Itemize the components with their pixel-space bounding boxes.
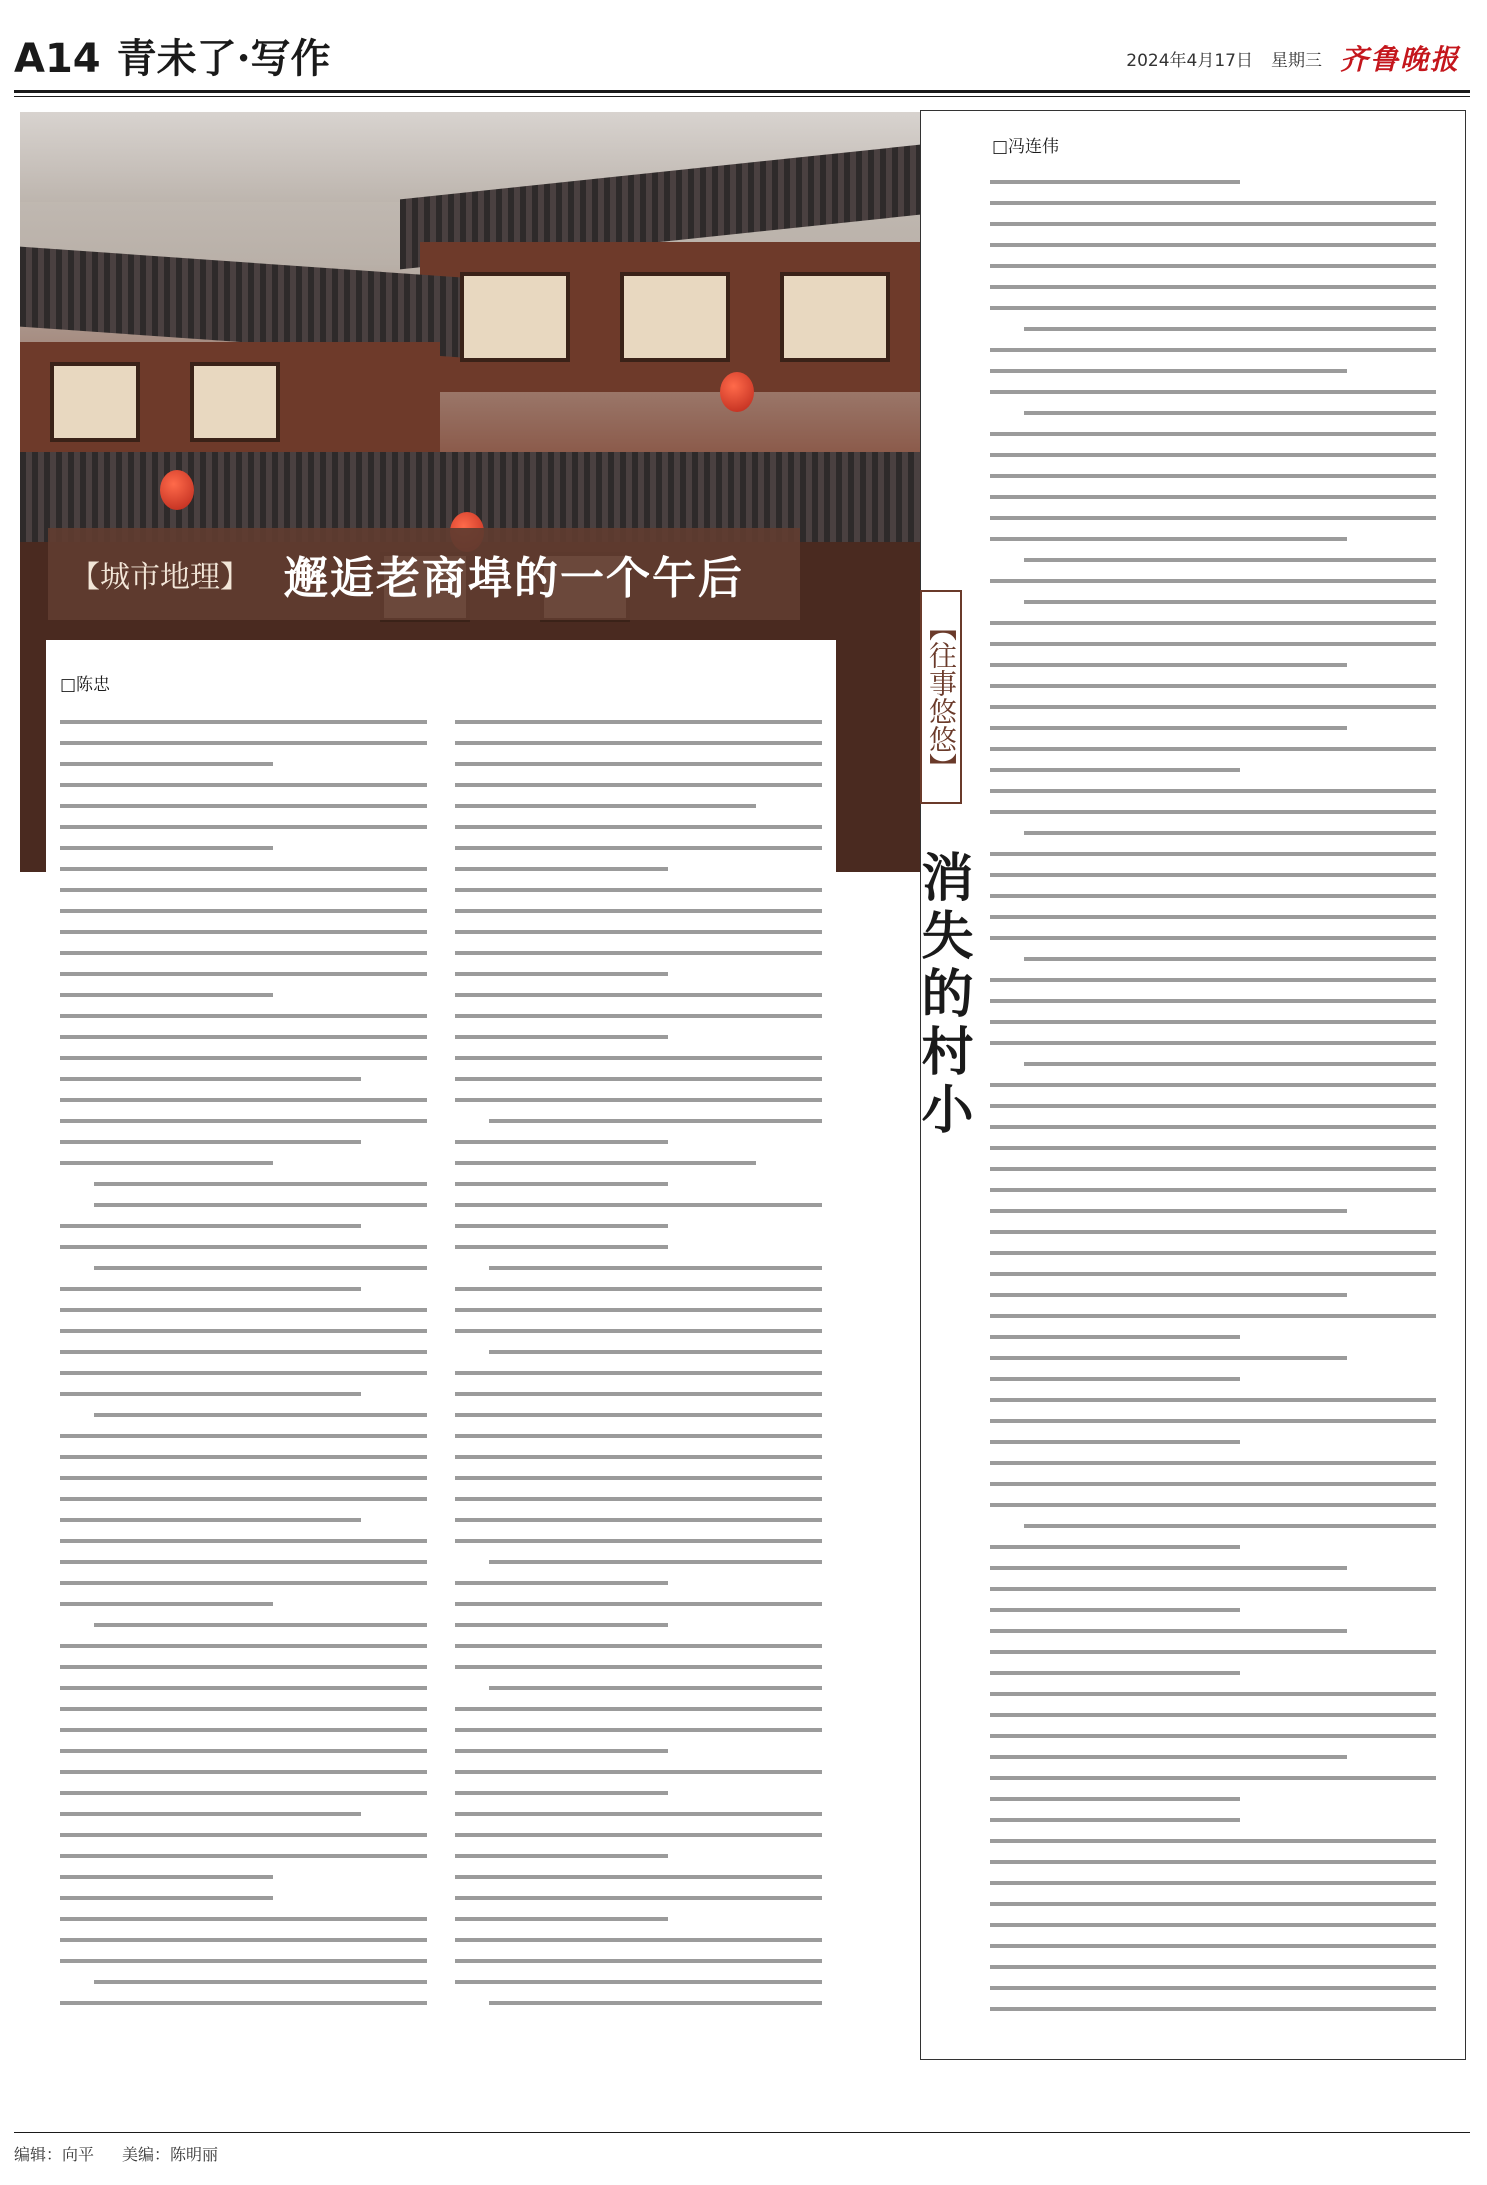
text-line [990,1461,1436,1465]
text-line [990,1734,1436,1738]
text-line [990,1398,1436,1402]
text-line [455,1896,822,1900]
lantern-icon [720,372,754,412]
text-column [455,720,822,2022]
text-line [990,1755,1347,1759]
text-line [990,1209,1347,1213]
text-line [455,1707,822,1711]
text-line [990,1629,1347,1633]
text-line [60,951,427,955]
text-line [455,1203,822,1207]
text-line [455,888,822,892]
text-line [990,243,1436,247]
text-line [990,537,1347,541]
text-line [1024,327,1436,331]
text-line [60,762,273,766]
text-line [990,1797,1240,1801]
text-line [455,1581,668,1585]
text-line [455,1959,822,1963]
text-line [60,993,273,997]
text-line [60,2001,427,2005]
text-line [990,180,1240,184]
text-line [455,1077,822,1081]
text-line [990,1335,1240,1339]
text-line [60,1497,427,1501]
header-rule-thin [14,96,1470,97]
text-line [60,1014,427,1018]
text-line [455,720,822,724]
text-line [455,1287,822,1291]
text-line [60,867,427,871]
text-line [60,1371,427,1375]
text-line [990,1881,1436,1885]
text-line [1024,957,1436,961]
text-line [455,1140,668,1144]
text-line [990,768,1240,772]
text-line [455,1371,822,1375]
text-line [455,1791,668,1795]
designer-credit: 美编：陈明丽 [122,2145,219,2164]
text-line [455,1476,822,1480]
text-line [1024,831,1436,835]
text-line [1024,558,1436,562]
text-line [455,867,668,871]
text-line [60,1119,427,1123]
text-line [990,1503,1436,1507]
text-line [990,915,1436,919]
text-line [990,1146,1436,1150]
text-line [990,1944,1436,1948]
text-line [455,951,822,955]
text-line [60,1581,427,1585]
text-line [94,1182,427,1186]
text-line [60,1161,273,1165]
issue-weekday: 星期三 [1270,50,1322,71]
text-line [489,1560,822,1564]
text-line [990,1167,1436,1171]
text-line [60,1329,427,1333]
text-line [990,1293,1347,1297]
text-line [990,726,1347,730]
text-line [455,1308,822,1312]
text-line [60,930,427,934]
text-line [990,852,1436,856]
text-line [60,1854,427,1858]
text-line [60,1287,361,1291]
text-line [990,495,1436,499]
masthead-info [1126,38,1460,78]
text-line [990,453,1436,457]
text-line [94,1266,427,1270]
text-line [990,705,1436,709]
text-line [990,1650,1436,1654]
text-line [60,1350,427,1354]
photo-window [190,362,280,442]
text-column [60,720,427,2022]
text-line [455,1623,668,1627]
text-line [60,1791,427,1795]
main-article-columns [60,720,822,2022]
text-line [990,1692,1436,1696]
text-line [990,684,1436,688]
text-line [990,1125,1436,1129]
text-line [990,873,1436,877]
text-line [990,1356,1347,1360]
text-line [455,1497,822,1501]
text-line [455,1182,668,1186]
text-line [455,1245,668,1249]
text-line [60,1560,427,1564]
text-line [60,1539,427,1543]
text-line [990,1839,1436,1843]
text-line [990,1566,1347,1570]
text-line [455,783,822,787]
text-line [990,369,1347,373]
text-line [94,1623,427,1627]
text-line [455,1749,668,1753]
text-line [60,1938,427,1942]
text-line [60,1644,427,1648]
text-line [489,1119,822,1123]
text-line [990,978,1436,982]
text-line [60,720,427,724]
text-line [94,1413,427,1417]
text-line [455,846,822,850]
text-line [1024,1062,1436,1066]
footer-rule [14,2132,1470,2133]
text-line [990,1041,1436,1045]
text-line [60,825,427,829]
text-line [455,1224,668,1228]
text-line [60,1434,427,1438]
text-line [60,1770,427,1774]
text-line [455,1833,822,1837]
text-line [60,741,427,745]
editor-credit: 编辑：向平 [14,2145,95,2164]
text-line [990,1776,1436,1780]
header-rule [14,90,1470,93]
text-line [455,1098,822,1102]
text-line [455,1602,822,1606]
text-line [990,1860,1436,1864]
text-line [990,621,1436,625]
side-article-title: 消失的村小 [912,850,973,1140]
text-line [990,789,1436,793]
text-line [990,1902,1436,1906]
text-line [455,1392,822,1396]
section-name: 青未了·写作 [116,35,331,82]
text-line [455,909,822,913]
text-line [60,888,427,892]
text-line [60,1056,427,1060]
photo-window [620,272,730,362]
text-line [94,1980,427,1984]
text-line [990,516,1436,520]
text-line [990,1482,1436,1486]
main-article-body [46,640,836,2060]
text-line [455,825,822,829]
text-line [455,1728,822,1732]
text-line [455,1056,822,1060]
text-line [1024,600,1436,604]
text-line [60,1665,427,1669]
text-line [455,762,822,766]
text-line [455,1518,822,1522]
text-line [60,972,427,976]
text-line [60,1749,427,1753]
side-text-column [990,180,1436,2028]
text-line [60,1917,427,1921]
text-line [455,1854,668,1858]
text-line [990,1818,1240,1822]
text-line [990,894,1436,898]
text-line [455,1035,668,1039]
text-line [990,222,1436,226]
text-line [60,1518,361,1522]
text-line [60,909,427,913]
text-line [60,1728,427,1732]
text-line [990,1671,1240,1675]
text-line [60,846,273,850]
text-line [990,642,1436,646]
text-line [455,1665,822,1669]
text-line [990,1104,1436,1108]
issue-date: 2024年4月17日 [1126,50,1253,71]
text-line [94,1203,427,1207]
text-line [489,1350,822,1354]
side-article-byline: □冯连伟 [992,137,1060,157]
main-article-banner [48,528,800,620]
text-line [990,999,1436,1003]
text-line [990,1440,1240,1444]
text-line [489,1686,822,1690]
text-line [990,306,1436,310]
text-line [455,1812,822,1816]
text-line [60,1392,361,1396]
text-line [60,1875,273,1879]
text-line [455,1161,756,1165]
text-line [1024,411,1436,415]
text-line [60,1077,361,1081]
text-line [60,804,427,808]
text-line [455,972,668,976]
text-line [990,1965,1436,1969]
text-line [455,1434,822,1438]
page-footer [14,2142,218,2165]
page-header [14,32,331,86]
text-line [455,993,822,997]
lantern-icon [160,470,194,510]
text-line [990,1545,1240,1549]
text-line [990,432,1436,436]
text-line [990,1587,1436,1591]
text-line [60,1476,427,1480]
text-line [990,1083,1436,1087]
text-line [990,1608,1240,1612]
text-line [60,1833,427,1837]
text-line [455,1455,822,1459]
text-line [990,810,1436,814]
text-line [990,1923,1436,1927]
text-line [489,2001,822,2005]
text-line [60,783,427,787]
text-line [60,1035,427,1039]
text-line [990,1986,1436,1990]
text-line [60,1140,361,1144]
text-line [990,1377,1240,1381]
text-line [990,663,1347,667]
text-line [455,930,822,934]
text-line [60,1686,427,1690]
text-line [60,1707,427,1711]
text-line [990,474,1436,478]
text-line [60,1098,427,1102]
text-line [489,1266,822,1270]
column-tag: 【城市地理】 [70,560,250,595]
text-line [990,390,1436,394]
text-line [60,1602,273,1606]
text-line [60,1224,361,1228]
text-line [990,201,1436,205]
text-line [455,1938,822,1942]
text-line [455,804,756,808]
text-line [60,1896,273,1900]
paper-logo: 齐鲁晚报 [1339,43,1460,76]
text-line [455,1770,822,1774]
text-line [455,1539,822,1543]
text-line [60,1812,361,1816]
text-line [990,1251,1436,1255]
text-line [990,747,1436,751]
photo-window [50,362,140,442]
text-line [990,1188,1436,1192]
text-line [990,1713,1436,1717]
side-column-tag: 【往事悠悠】 [920,590,962,804]
text-line [455,1875,822,1879]
photo-window [460,272,570,362]
text-line [60,1959,427,1963]
text-line [990,2007,1436,2011]
text-line [990,1419,1436,1423]
text-line [455,1644,822,1648]
masthead [14,32,1470,86]
text-line [60,1308,427,1312]
text-line [455,1917,668,1921]
text-line [990,1230,1436,1234]
text-line [990,285,1436,289]
text-line [455,1329,822,1333]
photo-roof [20,247,460,358]
text-line [990,1272,1436,1276]
text-line [60,1455,427,1459]
text-line [60,1245,427,1249]
text-line [455,741,822,745]
text-line [990,1020,1436,1024]
text-line [455,1980,822,1984]
text-line [990,1314,1436,1318]
text-line [455,1413,822,1417]
text-line [455,1014,822,1018]
text-line [1024,1524,1436,1528]
text-line [990,348,1436,352]
page-number: A14 [14,36,101,82]
main-article-byline: □陈忠 [60,675,111,695]
main-article-title: 邂逅老商埠的一个午后 [284,553,744,604]
text-line [990,264,1436,268]
text-line [990,579,1436,583]
text-line [990,936,1436,940]
photo-window [780,272,890,362]
